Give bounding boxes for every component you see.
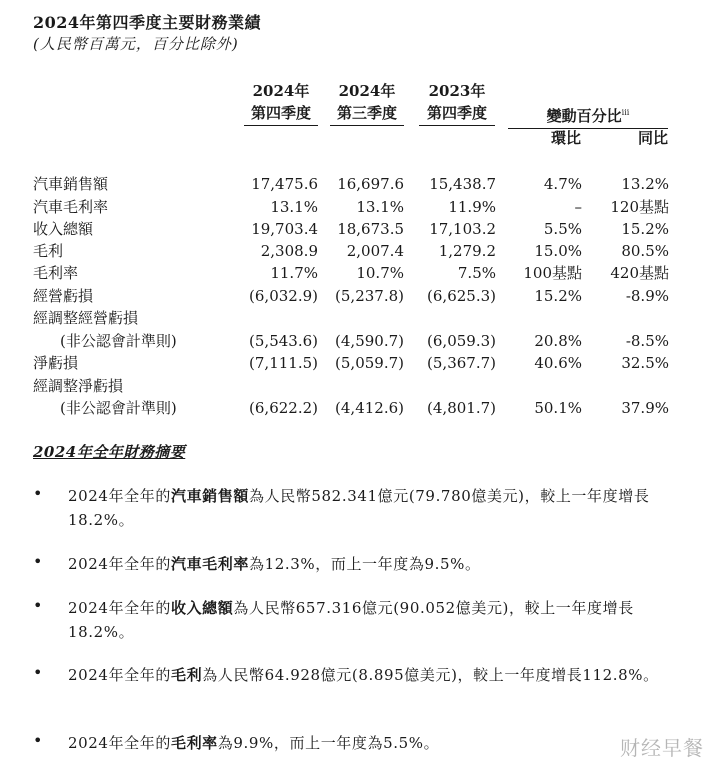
table-row	[0, 375, 716, 397]
table-row	[0, 330, 716, 352]
table-row	[0, 307, 716, 329]
yoy-header: 同比	[637, 129, 668, 147]
value-2023-q4: (6,059.3)	[427, 332, 496, 350]
summary-item-detail: 為9.9%，而上一年度為5.5%。	[217, 734, 440, 752]
summary-item-prefix: 2024年全年的	[68, 555, 171, 573]
watermark: 财经早餐	[620, 736, 704, 760]
value-2024-q4: 13.1%	[270, 198, 318, 216]
value-yoy: 13.2%	[621, 175, 669, 193]
value-2023-q4: (6,625.3)	[427, 287, 496, 305]
value-2024-q4: (6,032.9)	[249, 287, 318, 305]
summary-item-prefix: 2024年全年的	[68, 599, 171, 617]
value-qoq: –	[574, 198, 582, 216]
summary-item-detail: 為人民幣657.316億元(90.052億美元)，較上一年度增長18.2%。	[68, 599, 634, 641]
value-yoy: 120基點	[610, 198, 669, 216]
bullet-marker: •	[33, 484, 43, 503]
summary-item-detail: 為人民幣582.341億元(79.780億美元)，較上一年度增長18.2%。	[68, 487, 650, 529]
row-label: 汽車毛利率	[33, 198, 109, 216]
variance-label: 變動百分比	[546, 107, 622, 125]
table-row	[0, 285, 716, 307]
summary-item	[68, 663, 678, 687]
value-yoy: 420基點	[610, 264, 669, 282]
value-yoy: 37.9%	[621, 399, 669, 417]
summary-item	[68, 596, 678, 644]
table-row	[0, 173, 716, 195]
row-label: (非公認會計準則)	[60, 332, 177, 350]
summary-item-prefix: 2024年全年的	[68, 487, 171, 505]
value-2023-q4: (4,801.7)	[427, 399, 496, 417]
row-label: 經調整經營虧損	[33, 309, 139, 327]
column-quarter: 第三季度	[330, 102, 404, 126]
summary-item-metric: 毛利	[170, 666, 203, 684]
value-qoq: 40.6%	[534, 354, 582, 372]
column-quarter: 第四季度	[244, 102, 318, 126]
row-label: 收入總額	[33, 220, 94, 238]
summary-item-detail: 為人民幣64.928億元(8.895億美元)，較上一年度增長112.8%。	[202, 666, 659, 684]
value-2024-q3: (4,412.6)	[335, 399, 404, 417]
value-qoq: 5.5%	[543, 220, 582, 238]
table-row	[0, 218, 716, 240]
value-yoy: 15.2%	[621, 220, 669, 238]
value-2023-q4: (5,367.7)	[427, 354, 496, 372]
summary-item	[68, 731, 678, 755]
summary-item-metric: 毛利率	[170, 734, 218, 752]
summary-item	[68, 552, 678, 576]
column-quarter: 第四季度	[419, 102, 495, 126]
value-2023-q4: 1,279.2	[438, 242, 496, 260]
row-label: 毛利率	[33, 264, 79, 282]
value-qoq: 100基點	[523, 264, 582, 282]
qoq-header: 環比	[550, 129, 581, 147]
variance-header	[508, 102, 668, 129]
table-row	[0, 262, 716, 284]
row-label: 淨虧損	[33, 354, 79, 372]
column-year: 2024年	[252, 82, 310, 100]
summary-item-metric: 汽車銷售額	[170, 487, 249, 505]
row-label: 經調整淨虧損	[33, 377, 124, 395]
value-2023-q4: 17,103.2	[429, 220, 496, 238]
value-2024-q3: 16,697.6	[337, 175, 404, 193]
variance-footnote: iii	[621, 108, 630, 117]
column-header-2024-q3	[330, 80, 404, 126]
value-qoq: 20.8%	[534, 332, 582, 350]
value-qoq: 15.0%	[534, 242, 582, 260]
value-2024-q4: 11.7%	[270, 264, 318, 282]
value-2024-q3: (5,237.8)	[335, 287, 404, 305]
value-2024-q3: 2,007.4	[346, 242, 404, 260]
column-header-2023-q4	[419, 80, 495, 126]
table-row	[0, 240, 716, 262]
value-2024-q4: (7,111.5)	[249, 354, 318, 372]
column-year: 2023年	[428, 82, 486, 100]
value-2024-q3: 10.7%	[356, 264, 404, 282]
bullet-marker: •	[33, 731, 43, 750]
value-yoy: 32.5%	[621, 354, 669, 372]
value-qoq: 4.7%	[543, 175, 582, 193]
row-label: 毛利	[33, 242, 64, 260]
value-qoq: 15.2%	[534, 287, 582, 305]
row-label: (非公認會計準則)	[60, 399, 177, 417]
row-label: 經營虧損	[33, 287, 94, 305]
value-yoy: 80.5%	[621, 242, 669, 260]
column-header-2024-q4	[244, 80, 318, 126]
value-2023-q4: 11.9%	[448, 198, 496, 216]
summary-item-prefix: 2024年全年的	[68, 734, 171, 752]
value-yoy: -8.9%	[625, 287, 669, 305]
table-row	[0, 397, 716, 419]
value-2024-q4: (6,622.2)	[249, 399, 318, 417]
summary-item-prefix: 2024年全年的	[68, 666, 171, 684]
page-subtitle: (人民幣百萬元，百分比除外)	[33, 35, 239, 53]
table-row	[0, 196, 716, 218]
summary-item-metric: 汽車毛利率	[170, 555, 249, 573]
value-2023-q4: 15,438.7	[429, 175, 496, 193]
value-2023-q4: 7.5%	[457, 264, 496, 282]
value-2024-q3: (5,059.7)	[335, 354, 404, 372]
value-qoq: 50.1%	[534, 399, 582, 417]
value-yoy: -8.5%	[625, 332, 669, 350]
summary-item-metric: 收入總額	[170, 599, 234, 617]
column-year: 2024年	[338, 82, 396, 100]
value-2024-q3: (4,590.7)	[335, 332, 404, 350]
value-2024-q4: (5,543.6)	[249, 332, 318, 350]
bullet-marker: •	[33, 663, 43, 682]
page-title: 2024年第四季度主要財務業績	[33, 13, 262, 32]
value-2024-q4: 17,475.6	[251, 175, 318, 193]
table-row	[0, 352, 716, 374]
row-label: 汽車銷售額	[33, 175, 109, 193]
summary-title: 2024年全年財務摘要	[33, 443, 186, 461]
value-2024-q4: 19,703.4	[251, 220, 318, 238]
value-2024-q3: 13.1%	[356, 198, 404, 216]
summary-item	[68, 484, 678, 532]
summary-item-detail: 為12.3%，而上一年度為9.5%。	[249, 555, 481, 573]
bullet-marker: •	[33, 596, 43, 615]
value-2024-q4: 2,308.9	[260, 242, 318, 260]
value-2024-q3: 18,673.5	[337, 220, 404, 238]
bullet-marker: •	[33, 552, 43, 571]
